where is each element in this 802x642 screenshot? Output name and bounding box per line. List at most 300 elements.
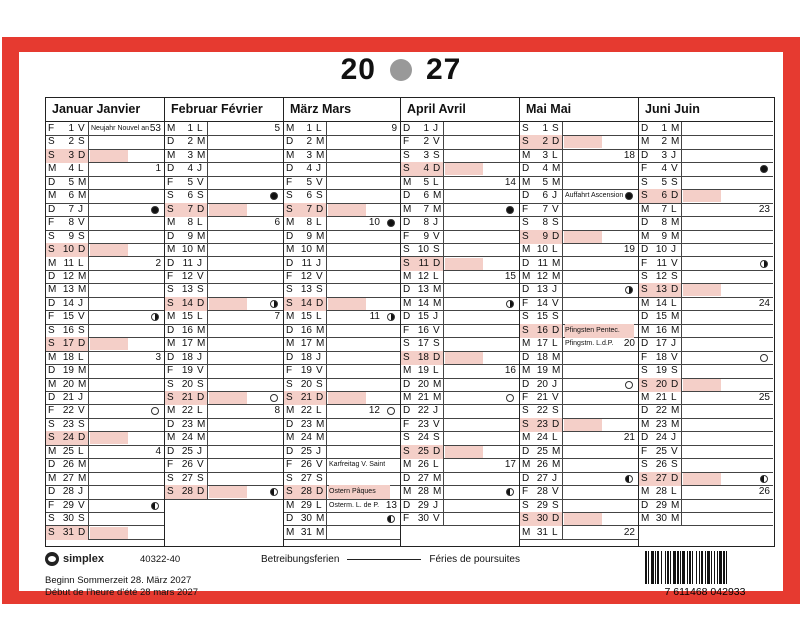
weekday-de: D: [48, 203, 56, 215]
day-row[interactable]: [46, 216, 164, 230]
day-row[interactable]: [284, 391, 400, 405]
day-row[interactable]: [46, 176, 164, 190]
week-number: 21: [623, 432, 635, 444]
weekday-de: D: [522, 445, 530, 457]
day-row[interactable]: [520, 243, 638, 257]
day-row[interactable]: [284, 189, 400, 203]
day-row[interactable]: [46, 391, 164, 405]
weekday-de: F: [403, 324, 410, 336]
day-row[interactable]: [520, 176, 638, 190]
day-row[interactable]: [401, 122, 519, 136]
day-row[interactable]: [639, 391, 773, 405]
day-number: 27: [536, 472, 548, 484]
row-divider: [443, 122, 444, 136]
day-row[interactable]: [46, 162, 164, 176]
day-row[interactable]: [165, 230, 283, 244]
day-row[interactable]: [520, 472, 638, 486]
day-row[interactable]: [401, 431, 519, 445]
weekday-fr: M: [671, 324, 680, 336]
day-row[interactable]: [46, 364, 164, 378]
day-row[interactable]: [165, 324, 283, 338]
day-row[interactable]: [401, 257, 519, 271]
day-row[interactable]: [46, 351, 164, 365]
day-number: 18: [655, 351, 667, 363]
day-row[interactable]: [284, 404, 400, 418]
row-divider: [681, 230, 682, 244]
day-row[interactable]: [165, 176, 283, 190]
day-number: 11: [182, 257, 193, 269]
day-number: 24: [62, 432, 74, 444]
day-row[interactable]: [165, 391, 283, 405]
day-row[interactable]: [165, 418, 283, 432]
weekday-de: S: [522, 311, 529, 323]
day-row[interactable]: [284, 243, 400, 257]
weekday-de: S: [641, 365, 648, 377]
day-row[interactable]: [401, 230, 519, 244]
day-row[interactable]: [46, 337, 164, 351]
day-row[interactable]: [639, 176, 773, 190]
weekday-de: M: [48, 163, 57, 175]
weekday-fr: J: [316, 351, 321, 363]
day-row[interactable]: [520, 431, 638, 445]
day-row[interactable]: [520, 445, 638, 459]
day-number: 28: [181, 486, 193, 498]
day-number: 29: [300, 499, 312, 511]
day-number: 17: [655, 338, 667, 350]
day-row[interactable]: [46, 310, 164, 324]
week-number: 13: [385, 499, 397, 511]
row-divider: [207, 445, 208, 459]
day-number: 19: [62, 365, 74, 377]
day-row[interactable]: [401, 485, 519, 499]
day-row[interactable]: [46, 458, 164, 472]
day-row[interactable]: [520, 270, 638, 284]
day-row[interactable]: [639, 364, 773, 378]
day-row[interactable]: [520, 283, 638, 297]
day-row[interactable]: [639, 135, 773, 149]
day-row[interactable]: [284, 176, 400, 190]
day-row[interactable]: [284, 162, 400, 176]
weekday-fr: M: [671, 123, 680, 134]
row-divider: [562, 297, 563, 311]
day-row[interactable]: [46, 257, 164, 271]
day-row[interactable]: [401, 203, 519, 217]
day-row[interactable]: [165, 203, 283, 217]
day-row[interactable]: [46, 472, 164, 486]
day-number: 4: [542, 163, 548, 175]
day-row[interactable]: [401, 149, 519, 163]
row-divider: [681, 270, 682, 284]
day-row[interactable]: [284, 283, 400, 297]
day-number: 3: [423, 149, 429, 161]
day-row[interactable]: [284, 297, 400, 311]
day-row[interactable]: [284, 418, 400, 432]
row-divider: [562, 512, 563, 526]
day-row[interactable]: [165, 351, 283, 365]
day-row[interactable]: [46, 378, 164, 392]
weekday-de: D: [48, 486, 56, 498]
day-row[interactable]: [165, 404, 283, 418]
day-row[interactable]: [639, 122, 773, 136]
day-number: 10: [536, 244, 548, 256]
day-row[interactable]: [284, 512, 400, 526]
row-divider: [562, 485, 563, 499]
row-divider: [326, 176, 327, 190]
day-row[interactable]: [639, 445, 773, 459]
day-number: 6: [423, 190, 429, 202]
row-divider: [207, 391, 208, 405]
day-number: 24: [417, 432, 429, 444]
day-row[interactable]: [520, 324, 638, 338]
weekday-de: D: [641, 499, 649, 511]
day-number: 12: [300, 270, 312, 282]
new-moon-icon: [270, 192, 278, 200]
weekday-fr: S: [552, 123, 559, 134]
weekday-de: D: [48, 392, 56, 403]
day-row[interactable]: [165, 378, 283, 392]
weekday-fr: D: [671, 472, 679, 484]
day-number: 24: [655, 432, 667, 444]
day-row[interactable]: [165, 162, 283, 176]
day-row[interactable]: [639, 243, 773, 257]
day-row[interactable]: [165, 458, 283, 472]
day-number: 22: [655, 405, 667, 417]
day-row[interactable]: [284, 378, 400, 392]
day-row[interactable]: [401, 337, 519, 351]
day-number: 13: [181, 284, 193, 296]
day-row[interactable]: [639, 472, 773, 486]
day-row[interactable]: [165, 364, 283, 378]
day-row[interactable]: [46, 270, 164, 284]
day-row[interactable]: [401, 162, 519, 176]
day-number: 23: [417, 418, 429, 430]
day-row[interactable]: [46, 122, 164, 136]
weekday-fr: V: [316, 365, 323, 377]
row-divider: [326, 485, 327, 499]
day-row[interactable]: [284, 216, 400, 230]
weekday-fr: D: [78, 526, 86, 538]
day-row[interactable]: [46, 418, 164, 432]
day-row[interactable]: [520, 135, 638, 149]
day-row[interactable]: [401, 297, 519, 311]
row-divider: [88, 176, 89, 190]
row-divider: [207, 310, 208, 324]
day-row[interactable]: [639, 283, 773, 297]
weekday-fr: V: [433, 513, 440, 525]
day-number: 9: [306, 230, 312, 242]
day-row[interactable]: [639, 378, 773, 392]
day-row[interactable]: [46, 512, 164, 526]
day-row[interactable]: [165, 243, 283, 257]
day-row[interactable]: [284, 310, 400, 324]
row-divider: [207, 216, 208, 230]
row-divider: [207, 243, 208, 257]
dst-note-fr: Début de l'heure d'été 28 mars 2027: [45, 587, 199, 598]
full-moon-icon: [151, 407, 159, 415]
day-row[interactable]: [284, 337, 400, 351]
day-row[interactable]: [46, 297, 164, 311]
weekday-de: D: [641, 217, 649, 229]
day-row[interactable]: [639, 216, 773, 230]
day-row[interactable]: [639, 230, 773, 244]
row-divider: [681, 297, 682, 311]
day-row[interactable]: [165, 122, 283, 136]
weekday-fr: S: [552, 405, 559, 417]
day-row[interactable]: [284, 351, 400, 365]
day-row[interactable]: [284, 499, 400, 513]
weekday-fr: L: [78, 163, 84, 175]
day-row[interactable]: [639, 458, 773, 472]
day-row[interactable]: [401, 283, 519, 297]
day-row[interactable]: [46, 526, 164, 540]
weekday-fr: J: [197, 163, 202, 175]
day-row[interactable]: [401, 189, 519, 203]
weekday-de: F: [167, 365, 174, 377]
day-row[interactable]: [639, 189, 773, 203]
weekday-fr: M: [197, 230, 206, 242]
day-row[interactable]: [401, 391, 519, 405]
day-row[interactable]: [520, 203, 638, 217]
day-row[interactable]: [46, 243, 164, 257]
day-number: 10: [181, 244, 193, 256]
day-row[interactable]: [284, 149, 400, 163]
row-divider: [326, 162, 327, 176]
weekday-de: S: [522, 324, 529, 336]
day-row[interactable]: [401, 216, 519, 230]
weekday-de: S: [167, 392, 174, 403]
first-quarter-moon-icon: [625, 286, 633, 294]
day-row[interactable]: [46, 189, 164, 203]
day-row[interactable]: [520, 404, 638, 418]
weekday-de: F: [286, 270, 293, 282]
day-row[interactable]: [46, 283, 164, 297]
day-row[interactable]: [165, 283, 283, 297]
day-row[interactable]: [639, 257, 773, 271]
day-row[interactable]: [165, 189, 283, 203]
day-row[interactable]: [401, 135, 519, 149]
day-row[interactable]: [401, 270, 519, 284]
day-row[interactable]: [165, 257, 283, 271]
day-number: 15: [536, 311, 548, 323]
day-row[interactable]: [520, 458, 638, 472]
day-number: 11: [418, 257, 429, 269]
day-number: 10: [655, 244, 667, 256]
weekday-de: M: [403, 459, 412, 471]
day-row[interactable]: [401, 499, 519, 513]
row-divider: [562, 122, 563, 136]
day-row[interactable]: [401, 310, 519, 324]
row-divider: [88, 404, 89, 418]
day-row[interactable]: [284, 526, 400, 540]
weekday-de: M: [403, 392, 412, 403]
row-divider: [88, 485, 89, 499]
day-row[interactable]: [639, 270, 773, 284]
day-row[interactable]: [639, 512, 773, 526]
day-row[interactable]: [165, 270, 283, 284]
day-row[interactable]: [165, 135, 283, 149]
week-number: 22: [623, 526, 635, 538]
day-row[interactable]: [520, 499, 638, 513]
row-divider: [681, 189, 682, 203]
day-row[interactable]: [284, 472, 400, 486]
day-row[interactable]: [46, 230, 164, 244]
weekday-fr: M: [78, 284, 87, 296]
day-row[interactable]: [284, 203, 400, 217]
day-row[interactable]: [46, 404, 164, 418]
row-divider: [443, 472, 444, 486]
weekday-de: D: [641, 432, 649, 444]
day-row[interactable]: [520, 526, 638, 540]
day-row[interactable]: [520, 337, 638, 351]
day-row[interactable]: [401, 364, 519, 378]
day-row[interactable]: [520, 485, 638, 499]
day-number: 30: [655, 513, 667, 525]
day-number: 8: [542, 217, 548, 229]
weekend-note-highlight: [683, 473, 721, 485]
day-row[interactable]: [520, 149, 638, 163]
day-row[interactable]: [165, 445, 283, 459]
day-row[interactable]: [401, 378, 519, 392]
day-row[interactable]: [639, 337, 773, 351]
weekend-note-highlight: [564, 231, 602, 243]
day-row[interactable]: [639, 149, 773, 163]
day-row[interactable]: [520, 351, 638, 365]
week-number: 8: [274, 405, 280, 417]
weekday-fr: V: [197, 365, 204, 377]
weekday-fr: L: [197, 311, 203, 323]
day-row[interactable]: [639, 499, 773, 513]
weekday-fr: L: [316, 499, 322, 511]
day-row[interactable]: [165, 216, 283, 230]
day-row[interactable]: [284, 431, 400, 445]
weekday-fr: M: [552, 459, 561, 471]
day-row[interactable]: [284, 324, 400, 338]
day-row[interactable]: [520, 230, 638, 244]
day-row[interactable]: [520, 310, 638, 324]
day-row[interactable]: [46, 324, 164, 338]
holiday-label: Ostern Pâques: [329, 485, 390, 499]
row-divider: [443, 203, 444, 217]
row-divider: [681, 324, 682, 338]
weekday-de: S: [48, 338, 55, 350]
row-divider: [326, 351, 327, 365]
day-row[interactable]: [520, 122, 638, 136]
day-row[interactable]: [639, 297, 773, 311]
day-row[interactable]: [284, 458, 400, 472]
day-row[interactable]: [46, 445, 164, 459]
day-row[interactable]: [46, 203, 164, 217]
day-row[interactable]: [165, 485, 283, 499]
day-row[interactable]: [284, 135, 400, 149]
day-row[interactable]: [46, 149, 164, 163]
day-row[interactable]: [520, 391, 638, 405]
day-row[interactable]: [165, 149, 283, 163]
day-row[interactable]: [284, 445, 400, 459]
row-divider: [207, 122, 208, 136]
weekday-de: F: [641, 163, 648, 175]
day-row[interactable]: [520, 297, 638, 311]
day-row[interactable]: [46, 135, 164, 149]
day-row[interactable]: [401, 243, 519, 257]
day-row[interactable]: [46, 431, 164, 445]
week-number: 12: [368, 405, 380, 417]
day-number: 26: [655, 459, 667, 471]
day-row[interactable]: [401, 445, 519, 459]
day-row[interactable]: [401, 418, 519, 432]
day-row[interactable]: [284, 364, 400, 378]
day-row[interactable]: [401, 351, 519, 365]
weekday-fr: D: [552, 136, 560, 148]
day-row[interactable]: [284, 230, 400, 244]
day-row[interactable]: [284, 122, 400, 136]
day-row[interactable]: [46, 485, 164, 499]
day-number: 31: [536, 526, 548, 538]
day-row[interactable]: [401, 458, 519, 472]
day-row[interactable]: [639, 404, 773, 418]
day-row[interactable]: [520, 378, 638, 392]
day-row[interactable]: [165, 431, 283, 445]
day-row[interactable]: [284, 257, 400, 271]
month-title: Januar Janvier: [46, 98, 164, 122]
day-row[interactable]: [520, 418, 638, 432]
day-row[interactable]: [46, 499, 164, 513]
day-number: 5: [306, 176, 312, 188]
row-divider: [207, 162, 208, 176]
day-row[interactable]: [284, 485, 400, 499]
day-number: 19: [417, 365, 429, 377]
day-row[interactable]: [520, 189, 638, 203]
day-row[interactable]: [639, 324, 773, 338]
day-row[interactable]: [639, 418, 773, 432]
day-number: 3: [542, 149, 548, 161]
weekday-fr: M: [433, 472, 442, 484]
weekday-fr: M: [78, 190, 87, 202]
day-row[interactable]: [165, 472, 283, 486]
weekday-fr: D: [316, 203, 324, 215]
day-row[interactable]: [639, 310, 773, 324]
day-row[interactable]: [639, 351, 773, 365]
day-row[interactable]: [401, 324, 519, 338]
day-number: 9: [187, 230, 193, 242]
weekday-de: M: [641, 203, 650, 215]
day-row[interactable]: [520, 364, 638, 378]
day-row[interactable]: [520, 162, 638, 176]
day-row[interactable]: [520, 257, 638, 271]
weekend-note-highlight: [90, 338, 128, 350]
day-row[interactable]: [401, 512, 519, 526]
day-row[interactable]: [165, 337, 283, 351]
day-row[interactable]: [284, 270, 400, 284]
day-row[interactable]: [639, 203, 773, 217]
day-row[interactable]: [401, 404, 519, 418]
weekday-fr: S: [433, 149, 440, 161]
weekday-de: D: [641, 244, 649, 256]
day-number: 7: [542, 203, 548, 215]
row-divider: [562, 162, 563, 176]
day-row[interactable]: [639, 485, 773, 499]
weekday-de: D: [522, 257, 530, 269]
day-row[interactable]: [401, 472, 519, 486]
weekday-fr: V: [78, 499, 85, 511]
day-row[interactable]: [401, 176, 519, 190]
day-row[interactable]: [165, 310, 283, 324]
day-row[interactable]: [165, 297, 283, 311]
day-row[interactable]: [520, 216, 638, 230]
day-row[interactable]: [520, 512, 638, 526]
day-row[interactable]: [639, 431, 773, 445]
day-row[interactable]: [639, 162, 773, 176]
day-number: 6: [306, 190, 312, 202]
